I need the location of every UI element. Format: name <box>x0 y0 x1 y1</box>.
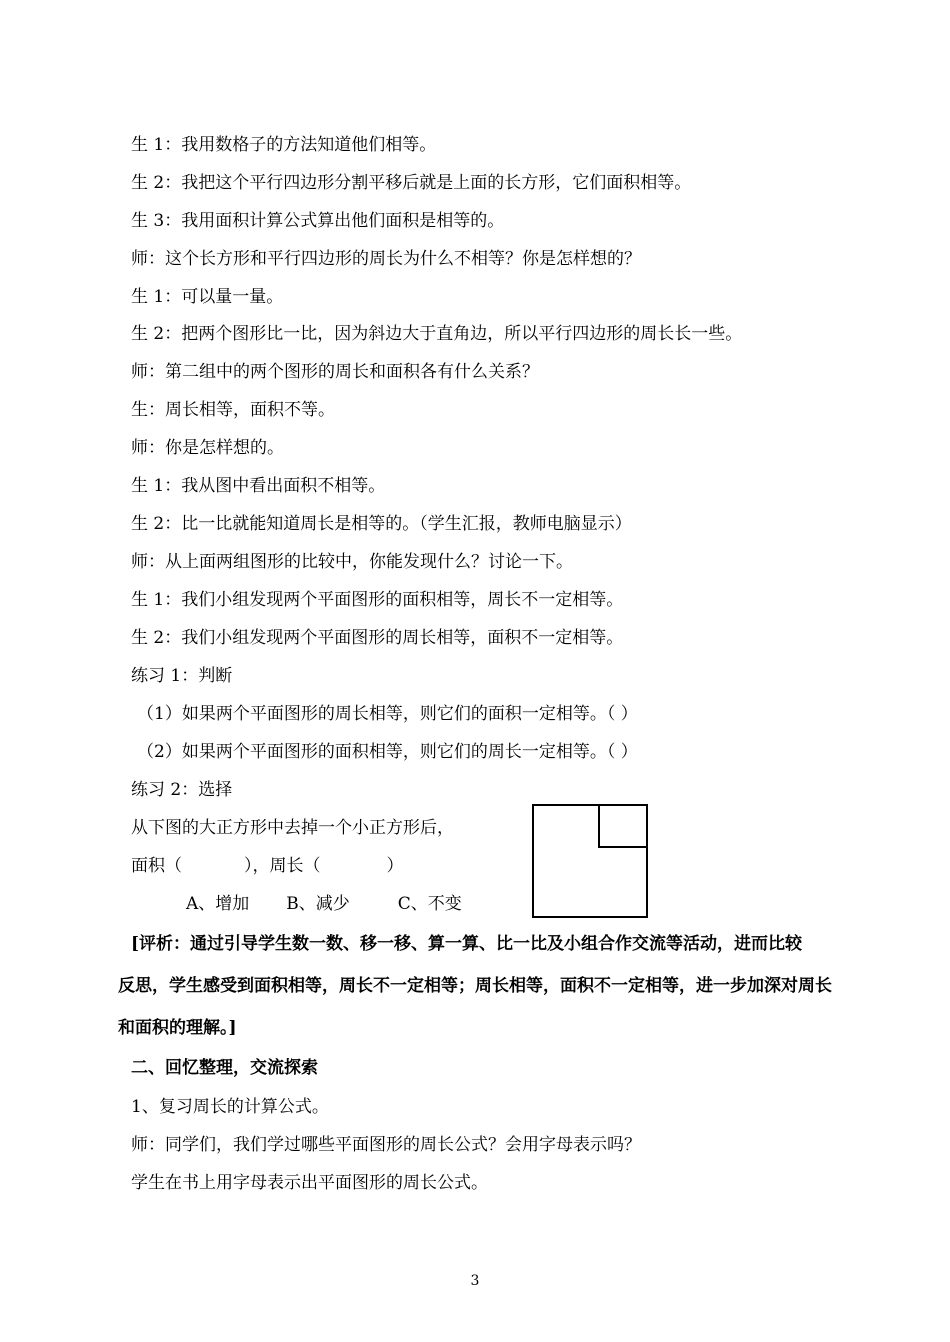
dialogue-line: 师：第二组中的两个图形的周长和面积各有什么关系？ <box>131 362 539 382</box>
dialogue-line: 学生在书上用字母表示出平面图形的周长公式。 <box>131 1173 488 1193</box>
exercise2-options <box>186 892 462 916</box>
dialogue-line: 生 1：可以量一量。 <box>131 287 284 307</box>
dialogue-line: 师：同学们，我们学过哪些平面图形的周长公式？会用字母表示吗？ <box>131 1135 641 1155</box>
exercise1-item: （2）如果两个平面图形的面积相等，则它们的周长一定相等。（ ） <box>137 742 638 762</box>
perimeter-close: ） <box>386 856 404 876</box>
area-label: 面积（ <box>131 856 182 876</box>
dialogue-line: 生 1：我用数格子的方法知道他们相等。 <box>131 135 437 155</box>
dialogue-line: 生 2：把两个图形比一比，因为斜边大于直角边，所以平行四边形的周长长一些。 <box>131 324 743 344</box>
dialogue-line: 师：从上面两组图形的比较中，你能发现什么？讨论一下。 <box>131 552 573 572</box>
large-square <box>533 805 647 917</box>
dialogue-line: 生 2：我把这个平行四边形分割平移后就是上面的长方形，它们面积相等。 <box>131 173 692 193</box>
exercise2-title: 练习 2：选择 <box>131 780 233 800</box>
section-item: 1、复习周长的计算公式。 <box>131 1097 329 1117</box>
exercise2-question: 从下图的大正方形中去掉一个小正方形后， <box>131 818 454 838</box>
section-heading: 二、回忆整理，交流探索 <box>131 1058 318 1078</box>
dialogue-line: 生 2：我们小组发现两个平面图形的周长相等，面积不一定相等。 <box>131 628 624 648</box>
dialogue-line: 生 3：我用面积计算公式算出他们面积是相等的。 <box>131 211 505 231</box>
review-line: 和面积的理解。] <box>118 1018 237 1038</box>
option-b: B、减少 <box>286 894 350 914</box>
dialogue-line: 生 1：我们小组发现两个平面图形的面积相等，周长不一定相等。 <box>131 590 624 610</box>
exercise1-item: （1）如果两个平面图形的周长相等，则它们的面积一定相等。（ ） <box>137 704 638 724</box>
exercise2-blanks <box>131 854 404 878</box>
dialogue-line: 生 2：比一比就能知道周长是相等的。（学生汇报，教师电脑显示） <box>131 514 632 534</box>
square-figure <box>532 804 648 918</box>
dialogue-line: 生：周长相等，面积不等。 <box>131 400 335 420</box>
perimeter-label: ），周长（ <box>244 856 321 876</box>
review-line: 反思，学生感受到面积相等，周长不一定相等；周长相等，面积不一定相等，进一步加深对周长 <box>118 976 832 996</box>
dialogue-line: 生 1：我从图中看出面积不相等。 <box>131 476 386 496</box>
option-a: A、增加 <box>186 894 250 914</box>
small-square <box>599 805 647 847</box>
dialogue-line: 师：你是怎样想的。 <box>131 438 284 458</box>
exercise1-title: 练习 1：判断 <box>131 666 233 686</box>
page-number: 3 <box>470 1273 480 1289</box>
option-c: C、不变 <box>397 894 462 914</box>
review-line: [评析：通过引导学生数一数、移一移、算一算、比一比及小组合作交流等活动，进而比较 <box>131 934 803 954</box>
dialogue-line: 师：这个长方形和平行四边形的周长为什么不相等？你是怎样想的？ <box>131 249 641 269</box>
